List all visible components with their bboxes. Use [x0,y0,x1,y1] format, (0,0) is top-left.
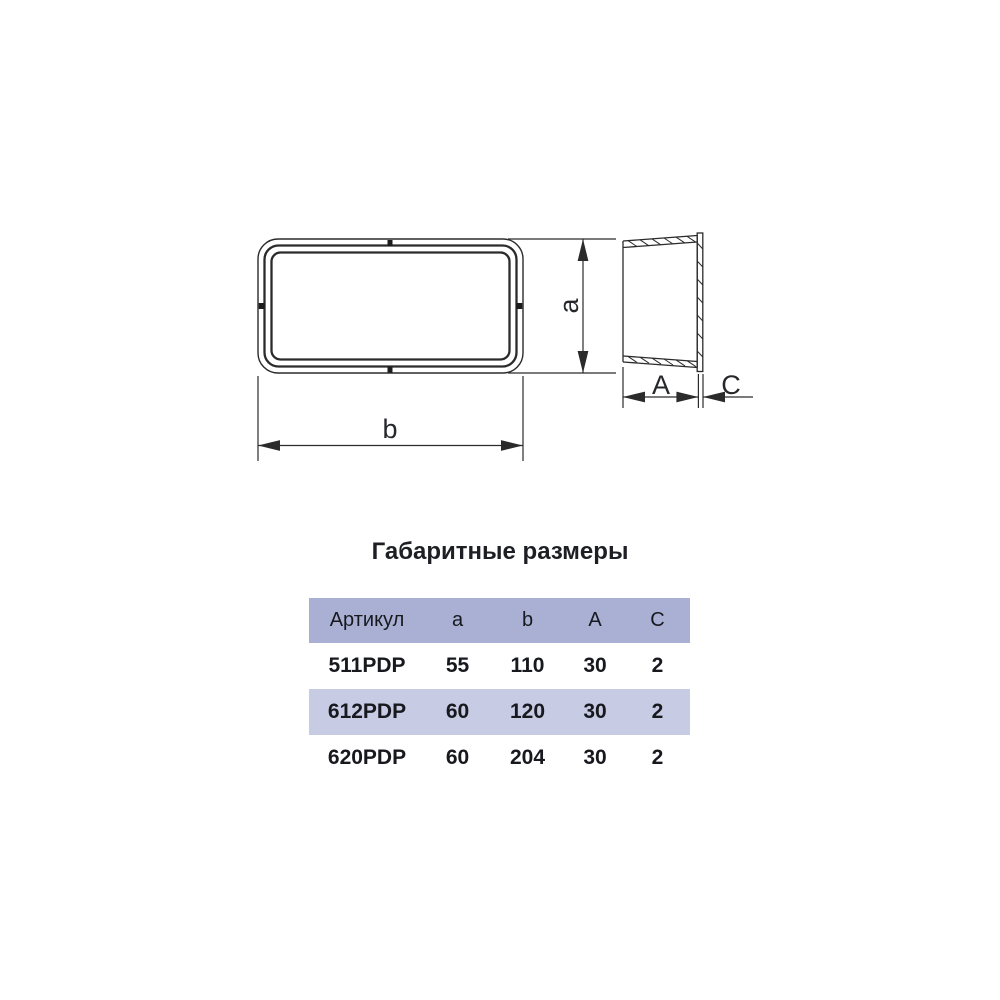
b-value: 120 [509,700,546,723]
table-row [309,735,690,781]
dimensions-table [309,598,690,781]
A-value: 30 [583,746,607,769]
column-header-C: C [650,609,665,631]
dim-b-label: b [382,414,398,444]
dimension-b [258,376,523,461]
column-header-b: b [521,609,534,631]
table-header-row [309,598,690,643]
arrow-left-icon [623,392,645,403]
front-outer-outline [258,239,523,373]
A-value: 30 [583,700,607,723]
A-value: 30 [583,654,607,677]
column-header-article: Артикул [329,609,405,631]
arrow-right-icon [501,440,523,451]
front-middle-outline [265,246,517,367]
article-value: 612PDP [327,700,407,723]
arrow-down-icon [578,351,589,373]
dimension-C [703,370,753,408]
table-row [309,643,690,689]
arrow-right-icon [676,392,698,403]
article-value: 511PDP [328,654,406,677]
mold-tick-marks [259,240,523,373]
b-value: 204 [509,746,546,769]
dim-a-label: a [554,298,584,314]
article-value: 620PDP [327,746,407,769]
dimension-a [508,239,616,373]
C-value: 2 [651,654,664,677]
a-value: 60 [445,746,470,769]
dimension-A [623,367,698,408]
side-view [623,233,703,372]
flange-hatching [697,243,703,357]
arrow-up-icon [578,239,589,261]
column-header-A: A [588,609,602,631]
front-inner-outline [272,253,510,360]
front-view [258,239,523,373]
dim-C-label: C [721,370,741,400]
arrow-left-icon [258,440,280,451]
column-header-a: a [451,609,464,631]
a-value: 60 [445,700,470,723]
a-value: 55 [445,654,470,677]
table-row [309,689,690,735]
C-value: 2 [651,700,664,723]
b-value: 110 [510,654,545,677]
table-title: Габаритные размеры [371,538,629,565]
dim-A-label: A [651,370,671,400]
C-value: 2 [651,746,664,769]
